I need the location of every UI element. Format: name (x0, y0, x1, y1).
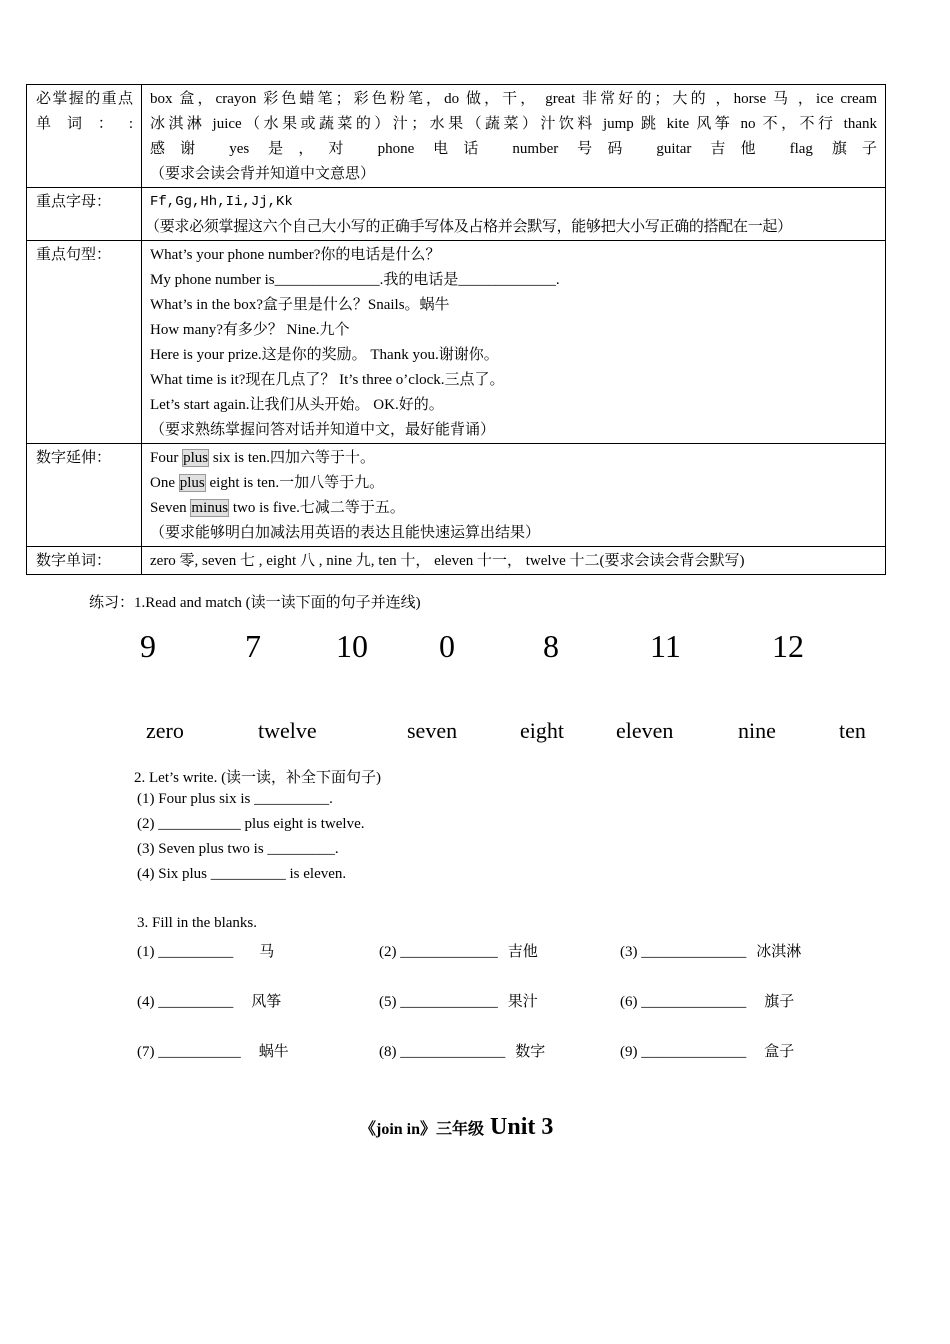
content-line: What time is it?现在几点了？ It’s three o’clock.三点了。 (150, 372, 505, 388)
blank-item (379, 990, 538, 1011)
row-content (142, 85, 886, 188)
hint: 蜗牛 (258, 1044, 289, 1060)
number: 9 (140, 628, 156, 664)
key-points-table (26, 84, 886, 575)
number: 0 (439, 628, 455, 664)
table-row (27, 85, 886, 188)
highlighted-word: minus (191, 500, 229, 516)
row-header: 重点字母： (27, 188, 142, 241)
hint: 旗子 (764, 994, 795, 1010)
blank-item (620, 1040, 794, 1061)
blank: (1) __________ (137, 944, 234, 960)
content-line: （要求会读会背并知道中文意思） (150, 166, 376, 182)
word: eight (520, 718, 564, 743)
row-content (142, 188, 886, 241)
number: 11 (650, 628, 681, 664)
content-line: （要求熟练掌握问答对话并知道中文，最好能背诵） (150, 422, 496, 438)
text: Seven (150, 500, 191, 516)
exercise-1-title: 练习：1.Read and match (读一读下面的句子并连线) (89, 595, 421, 611)
book-title: 《join in》三年级 (360, 1121, 485, 1138)
unit-label: Unit 3 (490, 1114, 554, 1140)
content-line: （要求必须掌握这六个自己大小写的正确手写体及占格并会默写，能够把大小写正确的搭配在一起） (145, 219, 792, 235)
content-line (150, 471, 877, 496)
hint: 盒子 (764, 1044, 795, 1060)
table-row (27, 188, 886, 241)
hint: 数字 (515, 1044, 546, 1060)
text: eight is ten.一加八等于九。 (205, 475, 385, 491)
blank-item (137, 1040, 289, 1061)
row-header: 重点句型： (27, 241, 142, 444)
content-line: Here is your prize.这是你的奖励。 Thank you.谢谢你。 (150, 347, 499, 363)
content-line: （要求能够明白加减法用英语的表达且能快速运算出结果） (150, 525, 541, 541)
table-row (27, 444, 886, 547)
content-line: 冰淇淋 juice（水果或蔬菜的）汁；水果（蔬菜）汁饮料 jump 跳 kite 风筝 no 不，不行 thank (150, 116, 877, 132)
exercise-2-title: 2. Let’s write. (读一读，补全下面句子) (134, 770, 382, 786)
word: nine (738, 718, 776, 743)
blank: (4) __________ (137, 994, 234, 1010)
hint: 吉他 (507, 944, 538, 960)
content-line (150, 496, 877, 521)
blank: (7) ___________ (137, 1044, 241, 1060)
blank-item (620, 990, 794, 1011)
row-header: 数字单词： (27, 547, 142, 575)
exercise-line: (1) Four plus six is __________. (137, 791, 333, 807)
hint: 果汁 (507, 994, 538, 1010)
blank: (2) _____________ (379, 944, 498, 960)
text: two is five.七减二等于五。 (229, 500, 405, 516)
text: six is ten.四加六等于十。 (209, 450, 375, 466)
content-line: 感谢 yes 是，对 phone 电话 number 号码 guitar 吉他 flag 旗子 (150, 141, 877, 157)
exercise-3-title: 3. Fill in the blanks. (137, 915, 257, 931)
hint: 马 (259, 944, 275, 960)
number: 12 (772, 628, 804, 664)
word: zero (146, 718, 184, 743)
word: ten (839, 718, 866, 743)
table-row (27, 547, 886, 575)
highlighted-word: plus (183, 450, 209, 466)
blank: (8) ______________ (379, 1044, 506, 1060)
blank-item (379, 940, 538, 961)
row-content (142, 444, 886, 547)
number: 10 (336, 628, 368, 664)
blank-item (137, 940, 274, 961)
blank-item (379, 1040, 545, 1061)
content-line: Ff,Gg,Hh,Ii,Jj,Kk (150, 194, 293, 210)
row-content (142, 547, 886, 575)
row-content (142, 241, 886, 444)
content-line: What’s your phone number?你的电话是什么？ (150, 247, 441, 263)
content-line: What’s in the box?盒子里是什么？Snails。蜗牛 (150, 297, 450, 313)
row-header: 数字延伸： (27, 444, 142, 547)
highlighted-word: plus (179, 475, 205, 491)
number: 7 (245, 628, 261, 664)
exercise-line: (3) Seven plus two is _________. (137, 841, 339, 857)
hint: 冰淇淋 (756, 944, 802, 960)
text: One (150, 475, 179, 491)
content-line: zero 零, seven 七 , eight 八 , nine 九, ten 十， eleven 十一， twelve 十二(要求会读会背会默写) (150, 553, 745, 569)
blank: (3) ______________ (620, 944, 747, 960)
content-line (150, 446, 877, 471)
number: 8 (543, 628, 559, 664)
exercise-line: (2) ___________ plus eight is twelve. (137, 816, 365, 832)
content-line: Let’s start again.让我们从头开始。 OK.好的。 (150, 397, 444, 413)
blank: (5) _____________ (379, 994, 498, 1010)
blank-item (620, 940, 801, 961)
blank-item (137, 990, 281, 1011)
word: twelve (258, 718, 317, 743)
blank: (9) ______________ (620, 1044, 747, 1060)
table-row (27, 241, 886, 444)
word: eleven (616, 718, 674, 743)
text: Four (150, 450, 183, 466)
exercise-line: (4) Six plus __________ is eleven. (137, 866, 347, 882)
hint: 风筝 (251, 994, 282, 1010)
content-line: box 盒，crayon 彩色蜡笔；彩色粉笔，do 做，干， great 非常好的；大的 ，horse 马 ，ice cream (150, 91, 877, 107)
blank: (6) ______________ (620, 994, 747, 1010)
word: seven (407, 718, 458, 743)
content-line: How many?有多少？ Nine.九个 (150, 322, 350, 338)
footer-title (360, 1114, 553, 1141)
row-header: 必掌握的重点单词：: (27, 85, 142, 188)
content-line: My phone number is______________.我的电话是_____________. (150, 272, 560, 288)
